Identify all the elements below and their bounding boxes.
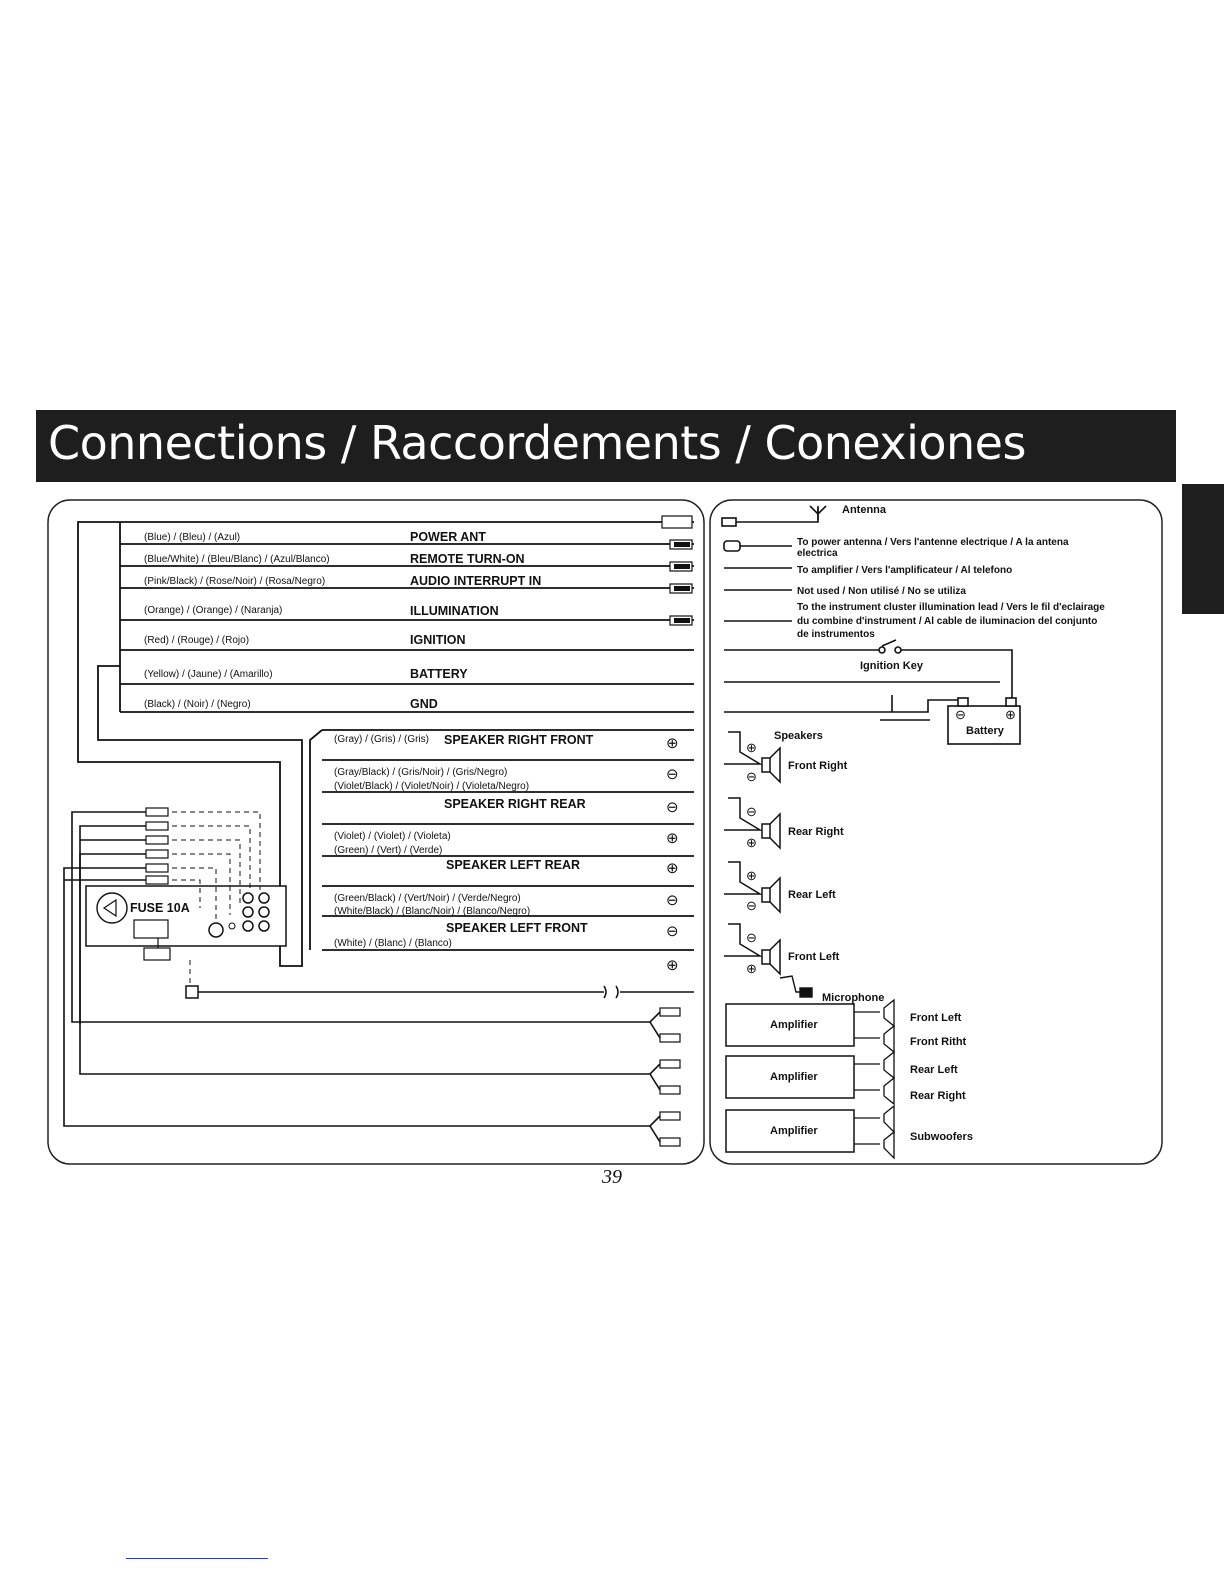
footer-rule — [126, 1558, 268, 1559]
wire-function: ILLUMINATION — [410, 604, 499, 618]
wire-function: AUDIO INTERRUPT IN — [410, 574, 542, 588]
wire-color: (Gray/Black) / (Gris/Noir) / (Gris/Negro) — [334, 767, 508, 778]
positive-icon: ⊕ — [746, 835, 757, 850]
fuse-label: FUSE 10A — [130, 901, 190, 915]
wire-color: (Orange) / (Orange) / (Naranja) — [144, 605, 283, 616]
microphone-label: Microphone — [822, 992, 885, 1004]
wire-color: (White/Black) / (Blanc/Noir) / (Blanco/Negro) — [334, 906, 531, 917]
wire-function: REMOTE TURN-ON — [410, 552, 525, 566]
wire-color: (Violet) / (Violet) / (Violeta) — [334, 831, 451, 842]
antenna-label: Antenna — [842, 504, 886, 516]
wire-color: (Gray) / (Gris) / (Gris) — [334, 734, 429, 745]
power-antenna-label: To power antenna / Vers l'antenne electrique / A la antena — [797, 537, 1069, 548]
negative-icon: ⊖ — [666, 766, 679, 783]
wire-color: (Red) / (Rouge) / (Rojo) — [144, 635, 250, 646]
negative-icon: ⊖ — [746, 769, 757, 784]
speaker-wire-label: SPEAKER LEFT REAR — [446, 858, 581, 872]
wire-color: (Blue/White) / (Bleu/Blanc) / (Azul/Blanco) — [144, 554, 330, 565]
wire-color: (Green) / (Vert) / (Verde) — [334, 845, 443, 856]
wire-function: BATTERY — [410, 667, 468, 681]
page-title: Connections / Raccordements / Conexiones — [48, 416, 1026, 470]
positive-icon: ⊕ — [666, 735, 679, 752]
amp-speaker-label: Rear Left — [910, 1064, 958, 1076]
illumination-label: du combine d'instrument / Al cable de iluminacion del conjunto — [797, 616, 1098, 627]
wire-color: (Violet/Black) / (Violet/Noir) / (Violeta/Negro) — [334, 781, 530, 792]
amp-speaker-label: Subwoofers — [910, 1131, 973, 1143]
not-used-label: Not used / Non utilisé / No se utiliza — [797, 586, 966, 597]
amplifier-label: Amplifier — [770, 1019, 818, 1031]
speaker-label: Front Left — [788, 951, 840, 963]
speakers-label: Speakers — [774, 730, 823, 742]
wire-function: IGNITION — [410, 633, 466, 647]
negative-icon: ⊖ — [746, 804, 757, 819]
speaker-label: Rear Left — [788, 889, 836, 901]
page-number: 39 — [602, 1166, 622, 1188]
amplifier-label: Amplifier — [770, 1125, 818, 1137]
negative-icon: ⊖ — [666, 923, 679, 940]
speaker-wire-label: SPEAKER RIGHT REAR — [444, 797, 586, 811]
wire-color: (Green/Black) / (Vert/Noir) / (Verde/Negro) — [334, 893, 521, 904]
negative-icon: ⊖ — [666, 799, 679, 816]
battery-label: Battery — [966, 725, 1004, 737]
positive-icon: ⊕ — [666, 830, 679, 847]
speaker-wire-label: SPEAKER LEFT FRONT — [446, 921, 588, 935]
power-antenna-label: electrica — [797, 548, 838, 559]
positive-icon: ⊕ — [746, 740, 757, 755]
negative-icon: ⊖ — [746, 898, 757, 913]
speaker-label: Front Right — [788, 760, 848, 772]
wire-color: (Black) / (Noir) / (Negro) — [144, 699, 251, 710]
wire-color: (Blue) / (Bleu) / (Azul) — [144, 532, 241, 543]
wire-color: (White) / (Blanc) / (Blanco) — [334, 938, 452, 949]
amp-speaker-label: Rear Right — [910, 1090, 966, 1102]
head-unit — [86, 886, 286, 960]
negative-icon: ⊖ — [666, 892, 679, 909]
positive-icon: ⊕ — [746, 961, 757, 976]
speaker-wire-label: SPEAKER RIGHT FRONT — [444, 733, 594, 747]
wire-color: (Pink/Black) / (Rose/Noir) / (Rosa/Negro) — [144, 576, 326, 587]
wire-color: (Yellow) / (Jaune) / (Amarillo) — [144, 669, 273, 680]
wire-function: GND — [410, 697, 438, 711]
speaker-labels — [334, 733, 679, 974]
amp-speaker-label: Front Ritht — [910, 1036, 967, 1048]
speaker-label: Rear Right — [788, 826, 844, 838]
ignition-key-label: Ignition Key — [860, 660, 923, 672]
illumination-label: de instrumentos — [797, 629, 875, 640]
positive-icon: ⊕ — [666, 860, 679, 877]
positive-icon: ⊕ — [746, 868, 757, 883]
microphone-icon — [780, 976, 812, 997]
positive-icon: ⊕ — [1005, 707, 1016, 722]
amplifier-label: Amplifier — [770, 1071, 818, 1083]
amplifier-label: To amplifier / Vers l'amplificateur / Al telefono — [797, 565, 1013, 576]
amp-speaker-label: Front Left — [910, 1012, 962, 1024]
illumination-label: To the instrument cluster illumination lead / Vers le fil d'eclairage — [797, 602, 1105, 613]
right-labels — [774, 504, 1105, 1004]
wire-function: POWER ANT — [410, 530, 486, 544]
negative-icon: ⊖ — [746, 930, 757, 945]
positive-icon: ⊕ — [666, 957, 679, 974]
negative-icon: ⊖ — [955, 707, 966, 722]
